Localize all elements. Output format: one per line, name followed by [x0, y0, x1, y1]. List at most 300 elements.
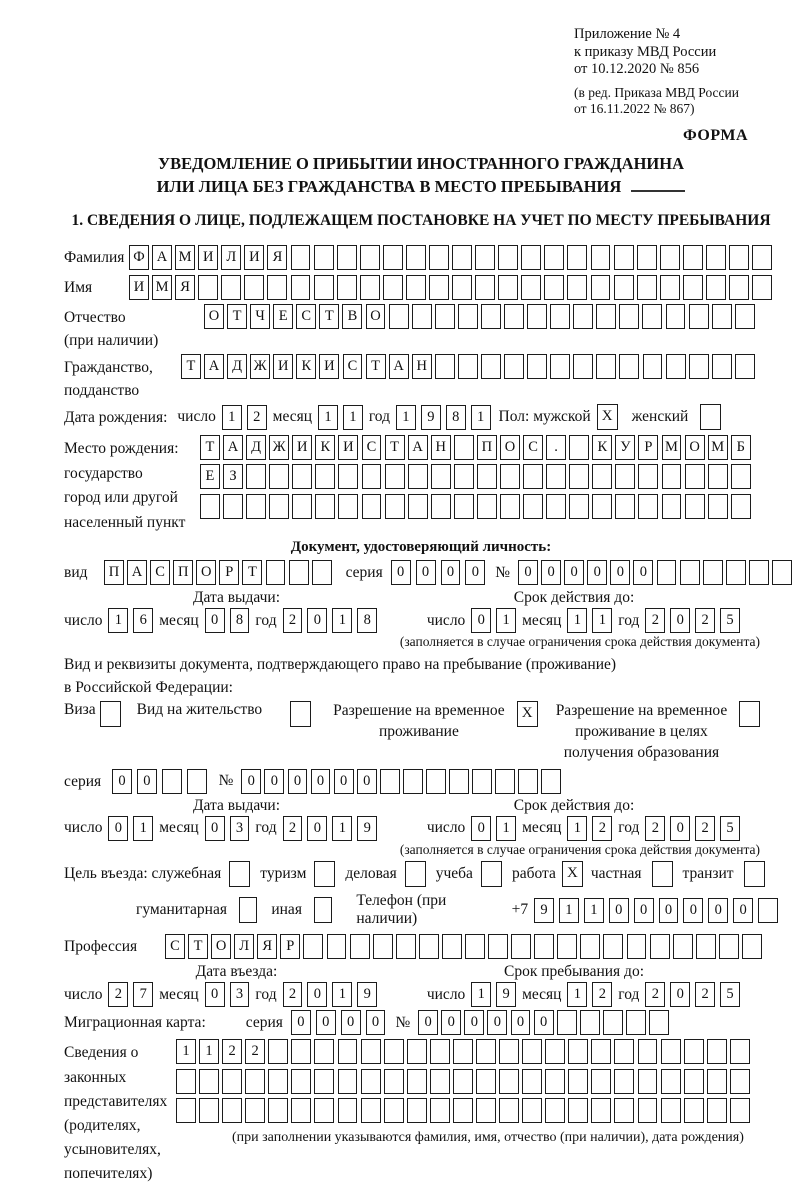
- form-cell[interactable]: [568, 1098, 588, 1123]
- form-cell[interactable]: [719, 934, 739, 959]
- form-cell[interactable]: [435, 304, 455, 329]
- form-cell[interactable]: С: [343, 354, 363, 379]
- form-cell[interactable]: Д: [246, 435, 266, 460]
- form-cell[interactable]: [458, 354, 478, 379]
- form-cell[interactable]: [591, 1069, 611, 1094]
- form-cell[interactable]: [726, 560, 746, 585]
- form-cell[interactable]: 1: [332, 816, 352, 841]
- form-cell[interactable]: [338, 1039, 358, 1064]
- form-cell[interactable]: [569, 435, 589, 460]
- form-cell[interactable]: 0: [137, 769, 157, 794]
- form-cell[interactable]: 1: [133, 816, 153, 841]
- form-cell[interactable]: [361, 1069, 381, 1094]
- form-cell[interactable]: [449, 769, 469, 794]
- form-cell[interactable]: 2: [283, 816, 303, 841]
- form-cell[interactable]: Н: [412, 354, 432, 379]
- form-cell[interactable]: [546, 494, 566, 519]
- form-cell[interactable]: 0: [634, 898, 654, 923]
- form-cell[interactable]: [337, 245, 357, 270]
- form-cell[interactable]: Т: [385, 435, 405, 460]
- form-cell[interactable]: М: [708, 435, 728, 460]
- form-cell[interactable]: 1: [567, 982, 587, 1007]
- form-cell[interactable]: [500, 494, 520, 519]
- form-cell[interactable]: А: [408, 435, 428, 460]
- form-cell[interactable]: [696, 934, 716, 959]
- form-cell[interactable]: [475, 245, 495, 270]
- purpose-tourism-checkbox[interactable]: [314, 861, 335, 887]
- form-cell[interactable]: [544, 245, 564, 270]
- form-cell[interactable]: Ф: [129, 245, 149, 270]
- form-cell[interactable]: [614, 275, 634, 300]
- form-cell[interactable]: [614, 245, 634, 270]
- form-cell[interactable]: Е: [200, 464, 220, 489]
- form-cell[interactable]: [731, 464, 751, 489]
- form-cell[interactable]: [603, 934, 623, 959]
- form-cell[interactable]: [385, 464, 405, 489]
- form-cell[interactable]: С: [523, 435, 543, 460]
- form-cell[interactable]: [661, 1098, 681, 1123]
- form-cell[interactable]: Р: [280, 934, 300, 959]
- form-cell[interactable]: 0: [670, 982, 690, 1007]
- form-cell[interactable]: [245, 1098, 265, 1123]
- form-cell[interactable]: С: [165, 934, 185, 959]
- form-cell[interactable]: [680, 560, 700, 585]
- purpose-study-checkbox[interactable]: [481, 861, 502, 887]
- form-cell[interactable]: 0: [418, 1010, 438, 1035]
- form-cell[interactable]: М: [175, 245, 195, 270]
- form-cell[interactable]: [269, 494, 289, 519]
- form-cell[interactable]: [580, 1010, 600, 1035]
- form-cell[interactable]: 8: [446, 405, 466, 430]
- form-cell[interactable]: П: [104, 560, 124, 585]
- form-cell[interactable]: [200, 494, 220, 519]
- form-cell[interactable]: [360, 275, 380, 300]
- form-cell[interactable]: [527, 354, 547, 379]
- form-cell[interactable]: [666, 304, 686, 329]
- form-cell[interactable]: 0: [341, 1010, 361, 1035]
- form-cell[interactable]: [500, 464, 520, 489]
- form-cell[interactable]: 0: [708, 898, 728, 923]
- form-cell[interactable]: [314, 1069, 334, 1094]
- form-cell[interactable]: 3: [230, 816, 250, 841]
- form-cell[interactable]: [550, 304, 570, 329]
- form-cell[interactable]: [408, 494, 428, 519]
- form-cell[interactable]: 0: [307, 816, 327, 841]
- form-cell[interactable]: И: [129, 275, 149, 300]
- form-cell[interactable]: [545, 1039, 565, 1064]
- form-cell[interactable]: А: [389, 354, 409, 379]
- form-cell[interactable]: 1: [396, 405, 416, 430]
- form-cell[interactable]: [660, 275, 680, 300]
- form-cell[interactable]: [591, 245, 611, 270]
- form-cell[interactable]: [735, 354, 755, 379]
- form-cell[interactable]: [481, 304, 501, 329]
- form-cell[interactable]: 0: [205, 816, 225, 841]
- form-cell[interactable]: Л: [221, 245, 241, 270]
- form-cell[interactable]: И: [319, 354, 339, 379]
- form-cell[interactable]: [596, 354, 616, 379]
- form-cell[interactable]: А: [223, 435, 243, 460]
- form-cell[interactable]: 8: [357, 608, 377, 633]
- form-cell[interactable]: [731, 494, 751, 519]
- form-cell[interactable]: П: [173, 560, 193, 585]
- form-cell[interactable]: [429, 275, 449, 300]
- form-cell[interactable]: [685, 464, 705, 489]
- form-cell[interactable]: [683, 275, 703, 300]
- form-cell[interactable]: [408, 464, 428, 489]
- form-cell[interactable]: [426, 769, 446, 794]
- form-cell[interactable]: [638, 1098, 658, 1123]
- form-cell[interactable]: [703, 560, 723, 585]
- form-cell[interactable]: [454, 435, 474, 460]
- form-cell[interactable]: [557, 934, 577, 959]
- form-cell[interactable]: 0: [683, 898, 703, 923]
- form-cell[interactable]: [338, 1098, 358, 1123]
- form-cell[interactable]: [403, 769, 423, 794]
- temp-residence-checkbox[interactable]: X: [517, 701, 538, 727]
- form-cell[interactable]: 1: [567, 608, 587, 633]
- form-cell[interactable]: [465, 934, 485, 959]
- form-cell[interactable]: 7: [133, 982, 153, 1007]
- form-cell[interactable]: 0: [357, 769, 377, 794]
- form-cell[interactable]: Р: [219, 560, 239, 585]
- form-cell[interactable]: [573, 304, 593, 329]
- form-cell[interactable]: [454, 494, 474, 519]
- form-cell[interactable]: [615, 494, 635, 519]
- form-cell[interactable]: Е: [273, 304, 293, 329]
- form-cell[interactable]: [291, 1098, 311, 1123]
- form-cell[interactable]: [619, 354, 639, 379]
- form-cell[interactable]: [338, 1069, 358, 1094]
- form-cell[interactable]: [292, 464, 312, 489]
- form-cell[interactable]: [527, 304, 547, 329]
- form-cell[interactable]: Т: [181, 354, 201, 379]
- form-cell[interactable]: [758, 898, 778, 923]
- form-cell[interactable]: [291, 1069, 311, 1094]
- form-cell[interactable]: [708, 464, 728, 489]
- form-cell[interactable]: 0: [610, 560, 630, 585]
- form-cell[interactable]: Ж: [250, 354, 270, 379]
- form-cell[interactable]: [614, 1069, 634, 1094]
- form-cell[interactable]: 0: [205, 982, 225, 1007]
- form-cell[interactable]: 2: [247, 405, 267, 430]
- form-cell[interactable]: [573, 354, 593, 379]
- form-cell[interactable]: [592, 464, 612, 489]
- form-cell[interactable]: [419, 934, 439, 959]
- form-cell[interactable]: Л: [234, 934, 254, 959]
- form-cell[interactable]: 8: [230, 608, 250, 633]
- form-cell[interactable]: [626, 1010, 646, 1035]
- purpose-official-checkbox[interactable]: [229, 861, 250, 887]
- form-cell[interactable]: [534, 934, 554, 959]
- form-cell[interactable]: 0: [564, 560, 584, 585]
- form-cell[interactable]: [246, 464, 266, 489]
- form-cell[interactable]: 0: [471, 608, 491, 633]
- form-cell[interactable]: Я: [257, 934, 277, 959]
- form-cell[interactable]: О: [366, 304, 386, 329]
- form-cell[interactable]: [684, 1069, 704, 1094]
- form-cell[interactable]: [627, 934, 647, 959]
- form-cell[interactable]: [523, 464, 543, 489]
- form-cell[interactable]: [442, 934, 462, 959]
- form-cell[interactable]: 0: [112, 769, 132, 794]
- form-cell[interactable]: 9: [421, 405, 441, 430]
- form-cell[interactable]: [522, 1039, 542, 1064]
- form-cell[interactable]: [488, 934, 508, 959]
- form-cell[interactable]: [638, 464, 658, 489]
- form-cell[interactable]: [477, 464, 497, 489]
- form-cell[interactable]: 5: [720, 982, 740, 1007]
- form-cell[interactable]: Т: [242, 560, 262, 585]
- form-cell[interactable]: 1: [176, 1039, 196, 1064]
- form-cell[interactable]: Ж: [269, 435, 289, 460]
- form-cell[interactable]: [707, 1039, 727, 1064]
- form-cell[interactable]: 0: [511, 1010, 531, 1035]
- form-cell[interactable]: [199, 1098, 219, 1123]
- form-cell[interactable]: 0: [205, 608, 225, 633]
- form-cell[interactable]: Т: [319, 304, 339, 329]
- form-cell[interactable]: 1: [318, 405, 338, 430]
- form-cell[interactable]: [544, 275, 564, 300]
- form-cell[interactable]: [661, 1039, 681, 1064]
- form-cell[interactable]: 0: [391, 560, 411, 585]
- form-cell[interactable]: С: [362, 435, 382, 460]
- form-cell[interactable]: [430, 1098, 450, 1123]
- visa-checkbox[interactable]: [100, 701, 121, 727]
- form-cell[interactable]: [730, 1069, 750, 1094]
- form-cell[interactable]: [596, 304, 616, 329]
- form-cell[interactable]: Я: [175, 275, 195, 300]
- form-cell[interactable]: [638, 1069, 658, 1094]
- form-cell[interactable]: [689, 354, 709, 379]
- form-cell[interactable]: [685, 494, 705, 519]
- form-cell[interactable]: [477, 494, 497, 519]
- form-cell[interactable]: О: [211, 934, 231, 959]
- sex-male-checkbox[interactable]: X: [597, 404, 618, 430]
- form-cell[interactable]: 0: [518, 560, 538, 585]
- form-cell[interactable]: 0: [241, 769, 261, 794]
- form-cell[interactable]: 0: [288, 769, 308, 794]
- form-cell[interactable]: [495, 769, 515, 794]
- form-cell[interactable]: [591, 1098, 611, 1123]
- form-cell[interactable]: О: [500, 435, 520, 460]
- form-cell[interactable]: 1: [496, 816, 516, 841]
- form-cell[interactable]: И: [273, 354, 293, 379]
- form-cell[interactable]: [268, 1069, 288, 1094]
- form-cell[interactable]: В: [342, 304, 362, 329]
- form-cell[interactable]: [521, 245, 541, 270]
- form-cell[interactable]: У: [615, 435, 635, 460]
- form-cell[interactable]: [268, 1039, 288, 1064]
- form-cell[interactable]: [706, 275, 726, 300]
- form-cell[interactable]: [752, 275, 772, 300]
- form-cell[interactable]: 0: [108, 816, 128, 841]
- form-cell[interactable]: 0: [670, 608, 690, 633]
- purpose-humanitarian-checkbox[interactable]: [239, 897, 257, 923]
- form-cell[interactable]: [729, 245, 749, 270]
- form-cell[interactable]: [472, 769, 492, 794]
- form-cell[interactable]: [373, 934, 393, 959]
- form-cell[interactable]: [730, 1039, 750, 1064]
- form-cell[interactable]: [650, 934, 670, 959]
- form-cell[interactable]: 1: [559, 898, 579, 923]
- form-cell[interactable]: 2: [108, 982, 128, 1007]
- residence-permit-checkbox[interactable]: [290, 701, 311, 727]
- form-cell[interactable]: К: [296, 354, 316, 379]
- form-cell[interactable]: [521, 275, 541, 300]
- form-cell[interactable]: [430, 1069, 450, 1094]
- form-cell[interactable]: 2: [283, 982, 303, 1007]
- form-cell[interactable]: 5: [720, 816, 740, 841]
- form-cell[interactable]: [407, 1039, 427, 1064]
- form-cell[interactable]: [360, 245, 380, 270]
- form-cell[interactable]: [476, 1098, 496, 1123]
- form-cell[interactable]: М: [152, 275, 172, 300]
- form-cell[interactable]: [431, 464, 451, 489]
- form-cell[interactable]: [475, 275, 495, 300]
- form-cell[interactable]: [453, 1098, 473, 1123]
- form-cell[interactable]: [557, 1010, 577, 1035]
- form-cell[interactable]: П: [477, 435, 497, 460]
- form-cell[interactable]: [337, 275, 357, 300]
- form-cell[interactable]: [568, 1039, 588, 1064]
- form-cell[interactable]: [362, 494, 382, 519]
- form-cell[interactable]: [361, 1039, 381, 1064]
- form-cell[interactable]: [708, 494, 728, 519]
- form-cell[interactable]: [683, 245, 703, 270]
- form-cell[interactable]: 1: [471, 405, 491, 430]
- form-cell[interactable]: 1: [199, 1039, 219, 1064]
- form-cell[interactable]: [289, 560, 309, 585]
- form-cell[interactable]: [407, 1069, 427, 1094]
- form-cell[interactable]: [327, 934, 347, 959]
- form-cell[interactable]: 2: [695, 982, 715, 1007]
- form-cell[interactable]: С: [150, 560, 170, 585]
- form-cell[interactable]: [615, 464, 635, 489]
- form-cell[interactable]: [431, 494, 451, 519]
- form-cell[interactable]: [476, 1069, 496, 1094]
- purpose-transit-checkbox[interactable]: [744, 861, 765, 887]
- form-cell[interactable]: [522, 1098, 542, 1123]
- form-cell[interactable]: С: [296, 304, 316, 329]
- form-cell[interactable]: 0: [587, 560, 607, 585]
- form-cell[interactable]: 2: [645, 608, 665, 633]
- form-cell[interactable]: [314, 1039, 334, 1064]
- form-cell[interactable]: [222, 1098, 242, 1123]
- form-cell[interactable]: [706, 245, 726, 270]
- form-cell[interactable]: Р: [638, 435, 658, 460]
- form-cell[interactable]: [384, 1098, 404, 1123]
- form-cell[interactable]: Я: [267, 245, 287, 270]
- form-cell[interactable]: [338, 494, 358, 519]
- form-cell[interactable]: [315, 494, 335, 519]
- form-cell[interactable]: [642, 304, 662, 329]
- form-cell[interactable]: И: [338, 435, 358, 460]
- form-cell[interactable]: .: [546, 435, 566, 460]
- form-cell[interactable]: [269, 464, 289, 489]
- form-cell[interactable]: [657, 560, 677, 585]
- form-cell[interactable]: [511, 934, 531, 959]
- form-cell[interactable]: 0: [307, 608, 327, 633]
- form-cell[interactable]: [684, 1098, 704, 1123]
- form-cell[interactable]: [729, 275, 749, 300]
- form-cell[interactable]: [619, 304, 639, 329]
- form-cell[interactable]: [707, 1069, 727, 1094]
- form-cell[interactable]: Ч: [250, 304, 270, 329]
- form-cell[interactable]: [735, 304, 755, 329]
- form-cell[interactable]: [389, 304, 409, 329]
- form-cell[interactable]: 0: [534, 1010, 554, 1035]
- form-cell[interactable]: [592, 494, 612, 519]
- form-cell[interactable]: 0: [416, 560, 436, 585]
- form-cell[interactable]: 1: [496, 608, 516, 633]
- form-cell[interactable]: [222, 1069, 242, 1094]
- form-cell[interactable]: З: [223, 464, 243, 489]
- form-cell[interactable]: [649, 1010, 669, 1035]
- form-cell[interactable]: О: [196, 560, 216, 585]
- form-cell[interactable]: К: [592, 435, 612, 460]
- form-cell[interactable]: [383, 275, 403, 300]
- form-cell[interactable]: [291, 275, 311, 300]
- form-cell[interactable]: [162, 769, 182, 794]
- form-cell[interactable]: 0: [441, 1010, 461, 1035]
- purpose-other-checkbox[interactable]: [314, 897, 332, 923]
- form-cell[interactable]: 1: [567, 816, 587, 841]
- form-cell[interactable]: [546, 464, 566, 489]
- form-cell[interactable]: А: [204, 354, 224, 379]
- form-cell[interactable]: 6: [133, 608, 153, 633]
- form-cell[interactable]: 0: [441, 560, 461, 585]
- form-cell[interactable]: [380, 769, 400, 794]
- form-cell[interactable]: [712, 304, 732, 329]
- form-cell[interactable]: 0: [291, 1010, 311, 1035]
- form-cell[interactable]: [412, 304, 432, 329]
- form-cell[interactable]: 3: [230, 982, 250, 1007]
- form-cell[interactable]: 0: [316, 1010, 336, 1035]
- form-cell[interactable]: [504, 354, 524, 379]
- form-cell[interactable]: 1: [343, 405, 363, 430]
- form-cell[interactable]: [267, 275, 287, 300]
- form-cell[interactable]: 1: [108, 608, 128, 633]
- form-cell[interactable]: 0: [334, 769, 354, 794]
- form-cell[interactable]: 1: [592, 608, 612, 633]
- form-cell[interactable]: [545, 1098, 565, 1123]
- form-cell[interactable]: О: [685, 435, 705, 460]
- form-cell[interactable]: 0: [311, 769, 331, 794]
- form-cell[interactable]: [383, 245, 403, 270]
- form-cell[interactable]: [569, 494, 589, 519]
- form-cell[interactable]: [198, 275, 218, 300]
- form-cell[interactable]: [567, 245, 587, 270]
- form-cell[interactable]: [638, 494, 658, 519]
- form-cell[interactable]: [498, 245, 518, 270]
- form-cell[interactable]: [350, 934, 370, 959]
- form-cell[interactable]: [452, 245, 472, 270]
- form-cell[interactable]: [291, 1039, 311, 1064]
- form-cell[interactable]: 9: [534, 898, 554, 923]
- form-cell[interactable]: [396, 934, 416, 959]
- form-cell[interactable]: М: [662, 435, 682, 460]
- form-cell[interactable]: 0: [366, 1010, 386, 1035]
- form-cell[interactable]: [550, 354, 570, 379]
- form-cell[interactable]: [712, 354, 732, 379]
- form-cell[interactable]: [476, 1039, 496, 1064]
- purpose-work-checkbox[interactable]: X: [562, 861, 583, 887]
- form-cell[interactable]: [245, 1069, 265, 1094]
- form-cell[interactable]: [407, 1098, 427, 1123]
- form-cell[interactable]: Т: [227, 304, 247, 329]
- form-cell[interactable]: [499, 1098, 519, 1123]
